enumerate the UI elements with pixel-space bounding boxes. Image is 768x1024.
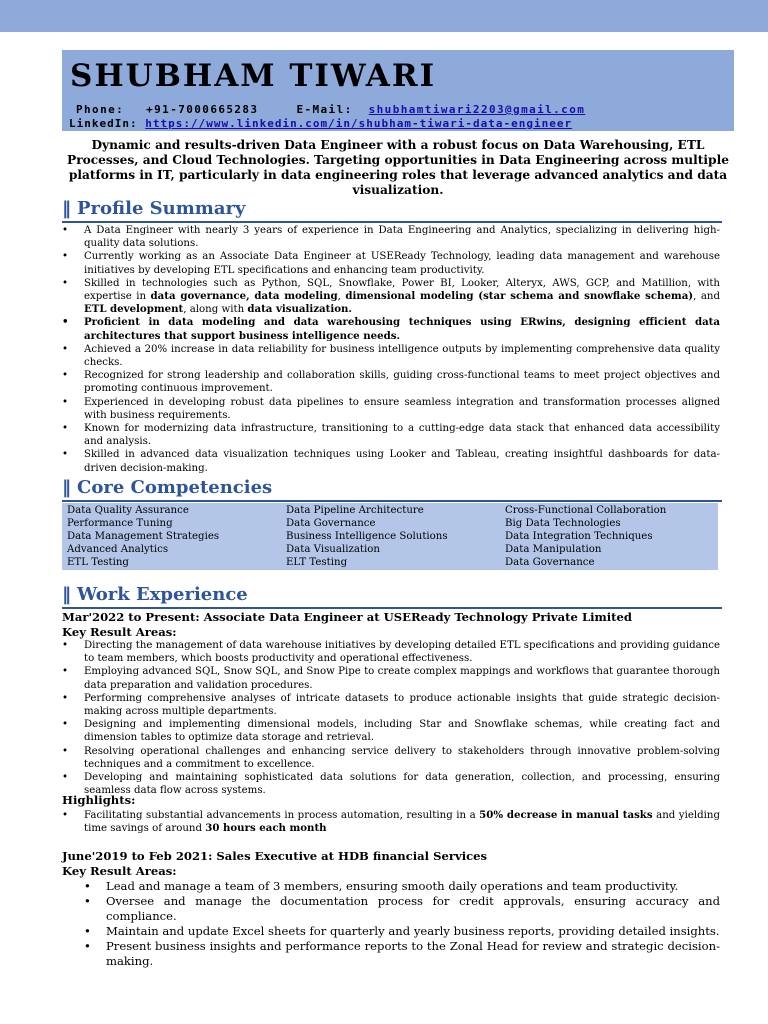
list-item: • Achieved a 20% increase in data reliability for business intelligence outputs by implementing comprehensive data quality checks.	[62, 343, 720, 369]
section-bars-icon: ‖	[62, 477, 71, 498]
work-experience-heading	[62, 584, 722, 609]
work-experience-title: Work Experience	[77, 584, 248, 605]
competencies-column-1	[62, 504, 281, 570]
competency-item: Cross-Functional Collaboration	[505, 505, 667, 516]
linkedin-link[interactable]: https://www.linkedin.com/in/shubham-tiwari-data-engineer	[145, 117, 573, 130]
job2-kra-list	[62, 879, 720, 969]
job1-kra-list	[62, 639, 720, 797]
core-competencies-heading	[62, 477, 722, 502]
linkedin-label: LinkedIn:	[69, 117, 138, 130]
competency-item: Data Pipeline Architecture	[286, 505, 424, 516]
competency-item: Data Manipulation	[505, 544, 602, 555]
competency-item: ELT Testing	[286, 557, 348, 568]
job2-title: June'2019 to Feb 2021: Sales Executive at HDB financial Services	[62, 849, 488, 863]
list-item: • Designing and implementing dimensional models, including Star and Snowflake schemas, while creating fact and dimension tables to optimize data storage and retrieval.	[62, 718, 720, 744]
list-item: • Employing advanced SQL, Snow SQL, and Snow Pipe to create complex mappings and workflows that guarantee thorough data preparation and validation procedures.	[62, 665, 720, 691]
core-competencies-title: Core Competencies	[77, 477, 273, 498]
intro-statement: Dynamic and results-driven Data Engineer with a robust focus on Data Warehousing, ETL Processes, and Cloud Technologies. Targeting opportunities in Data Engineering across multiple platforms in IT, particularly in data engineering roles that leverage advanced analytics and data visualization.	[67, 138, 729, 197]
competency-item: Data Quality Assurance	[67, 505, 189, 516]
competency-item: Data Integration Techniques	[505, 531, 653, 542]
competencies-column-2	[281, 504, 500, 570]
job1-highlights-list	[62, 809, 720, 835]
resume-header	[62, 50, 734, 131]
job2-kra-label: Key Result Areas:	[62, 864, 177, 878]
competency-item: Data Governance	[505, 557, 595, 568]
job1-kra-label: Key Result Areas:	[62, 625, 177, 639]
competencies-grid	[62, 503, 718, 570]
list-item-highlight: • Facilitating substantial advancements in process automation, resulting in a 50% decrease in manual tasks and yielding time savings of around 30 hours each month	[62, 809, 720, 835]
email-link[interactable]: shubhamtiwari2203@gmail.com	[368, 103, 586, 116]
list-item: • A Data Engineer with nearly 3 years of experience in Data Engineering and Analytics, specializing in delivering high-quality data solutions.	[62, 224, 720, 250]
email-label: E-Mail:	[296, 103, 353, 116]
list-item: • Developing and maintaining sophisticated data solutions for data generation, collection, and processing, ensuring seamless data flow across systems.	[62, 771, 720, 797]
competencies-column-3	[500, 504, 718, 570]
list-item: • Resolving operational challenges and enhancing service delivery to stakeholders through innovative problem-solving techniques and a commitment to excellence.	[62, 745, 720, 771]
competency-item: Advanced Analytics	[67, 544, 169, 555]
candidate-name: SHUBHAM TIWARI	[70, 58, 437, 94]
top-color-band	[0, 0, 768, 32]
profile-summary-heading	[62, 198, 722, 223]
list-item: • Directing the management of data warehouse initiatives by developing detailed ETL specifications and providing guidance to team members, which boosts productivity and operational effectiveness.	[62, 639, 720, 665]
competency-item: Data Governance	[286, 518, 376, 529]
profile-summary-list	[62, 224, 720, 475]
job1-title: Mar'2022 to Present: Associate Data Engineer at USEReady Technology Private Limited	[62, 610, 633, 624]
section-bars-icon: ‖	[62, 584, 71, 605]
list-item: • Currently working as an Associate Data Engineer at USEReady Technology, leading data management and warehouse initiatives by developing ETL specifications and enhancing team productivity.	[62, 250, 720, 276]
list-item: • Oversee and manage the documentation process for credit approvals, ensuring accuracy and compliance.	[62, 894, 720, 924]
competency-item: Data Management Strategies	[67, 531, 220, 542]
competency-item: Data Visualization	[286, 544, 380, 555]
competency-item: ETL Testing	[67, 557, 129, 568]
list-item: • Maintain and update Excel sheets for quarterly and yearly business reports, providing detailed insights.	[62, 924, 720, 939]
list-item: • Recognized for strong leadership and collaboration skills, guiding cross-functional teams to meet project objectives and promoting continuous improvement.	[62, 369, 720, 395]
list-item-skills: • Skilled in technologies such as Python, SQL, Snowflake, Power BI, Looker, Alteryx, AWS, GCP, and Matillion, with expertise in data governance, data modeling, dimensional modeling (star schema and snowflake schema), and ETL development, along with data visualization.	[62, 277, 720, 317]
phone-value: +91-7000665283	[146, 103, 259, 116]
list-item: • Known for modernizing data infrastructure, transitioning to a cutting-edge data stack that enhanced data accessibility and analysis.	[62, 422, 720, 448]
list-item: • Lead and manage a team of 3 members, ensuring smooth daily operations and team productivity.	[62, 879, 720, 894]
contact-line	[76, 103, 585, 116]
job1-highlights-label: Highlights:	[62, 793, 136, 807]
list-item: • Skilled in advanced data visualization techniques using Looker and Tableau, creating insightful dashboards for data-driven decision-making.	[62, 448, 720, 474]
list-item: • Performing comprehensive analyses of intricate datasets to produce actionable insights that guide strategic decision-making across multiple departments.	[62, 692, 720, 718]
linkedin-line	[69, 117, 572, 130]
section-bars-icon: ‖	[62, 198, 71, 219]
competency-item: Performance Tuning	[67, 518, 173, 529]
phone-label: Phone:	[76, 103, 125, 116]
list-item: • Present business insights and performance reports to the Zonal Head for review and strategic decision-making.	[62, 939, 720, 969]
competency-item: Big Data Technologies	[505, 518, 621, 529]
list-item: • Proficient in data modeling and data warehousing techniques using ERwins, designing efficient data architectures that support business intelligence needs.	[62, 316, 720, 342]
list-item: • Experienced in developing robust data pipelines to ensure seamless integration and transformation processes aligned with business requirements.	[62, 396, 720, 422]
competency-item: Business Intelligence Solutions	[286, 531, 448, 542]
profile-summary-title: Profile Summary	[77, 198, 246, 219]
